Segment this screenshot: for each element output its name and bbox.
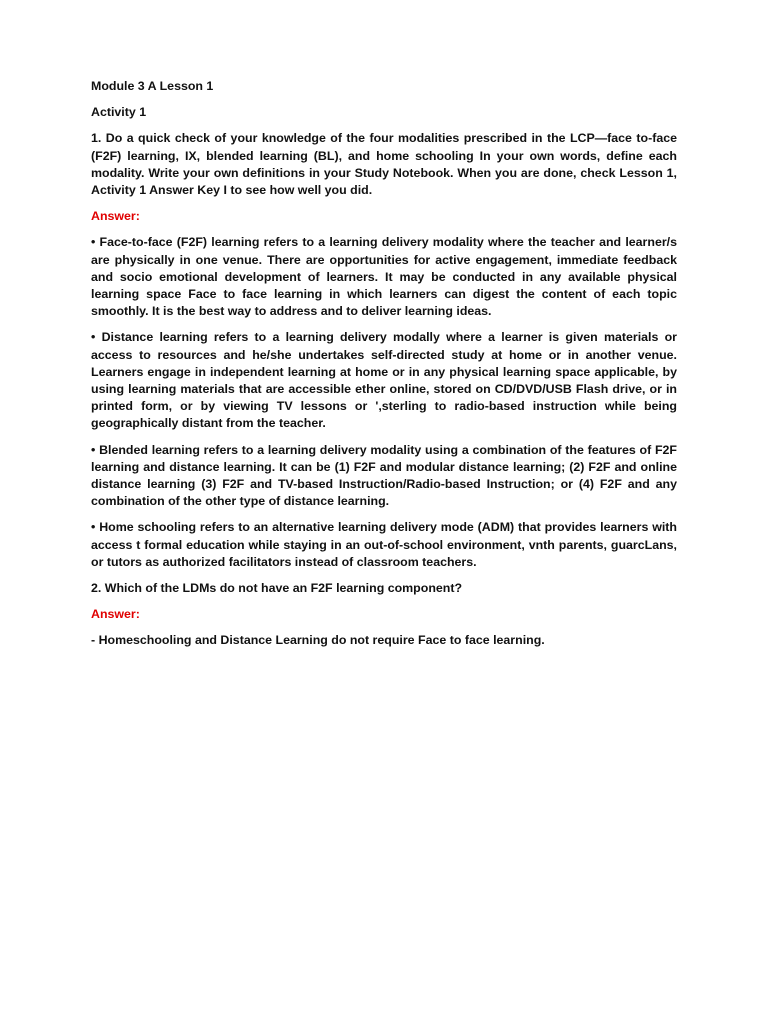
bullet-face-to-face: • Face-to-face (F2F) learning refers to a learning delivery modality where the teacher and learner/s are physically in one venue. There are opportunities for active engagement, immediate feedback and socio emotional development of learners. It may be conducted in any available physical learning space Face to face learning in which learners can digest the content of each topic smoothly. It is the best way to address and to deliver learning ideas. — [91, 235, 677, 319]
bullet-home-schooling: • Home schooling refers to an alternative learning delivery mode (ADM) that provides learners with access t formal education while staying in an out-of-school environment, vnth parents, guarcLans, or tutors as authorized facilitators instead of classroom teachers. — [91, 520, 677, 569]
module-title: Module 3 A Lesson 1 — [91, 79, 214, 93]
document-body — [91, 78, 677, 659]
answer-2: - Homeschooling and Distance Learning do not require Face to face learning. — [91, 633, 545, 648]
bullet-blended-learning: • Blended learning refers to a learning delivery modality using a combination of the features of F2F learning and distance learning. It can be (1) F2F and modular distance learning; (2) F2F and online distance learning (3) F2F and TV-based Instruction/Radio-based Instruction; or (4) F2F and any combination of the other type of distance learning. — [91, 442, 677, 509]
answer-label-2: Answer: — [91, 607, 140, 622]
answer-label-1: Answer: — [91, 209, 140, 224]
bullet-distance-learning: • Distance learning refers to a learning delivery modally where a learner is given materials or access to resources and he/she undertakes self-directed study at home or in another venue. Learners engage in independent learning at home or in any physical learning space applicable, by using learning materials that are accessible ether online, stored on CD/DVD/USB Flash drive, or in printed form, or by viewing TV lessons or ',sterling to radio-based instruction while being geographically distant from the teacher. — [91, 330, 677, 431]
question-2: 2. Which of the LDMs do not have an F2F learning component? — [91, 581, 463, 596]
activity-title: Activity 1 — [91, 105, 147, 120]
question-1: 1. Do a quick check of your knowledge of the four modalities prescribed in the LCP—face to-face (F2F) learning, IX, blended learning (BL), and home schooling In your own words, define each modality. Write your own definitions in your Study Notebook. When you are done, check Lesson 1, Activity 1 Answer Key I to see how well you did. — [91, 131, 677, 198]
